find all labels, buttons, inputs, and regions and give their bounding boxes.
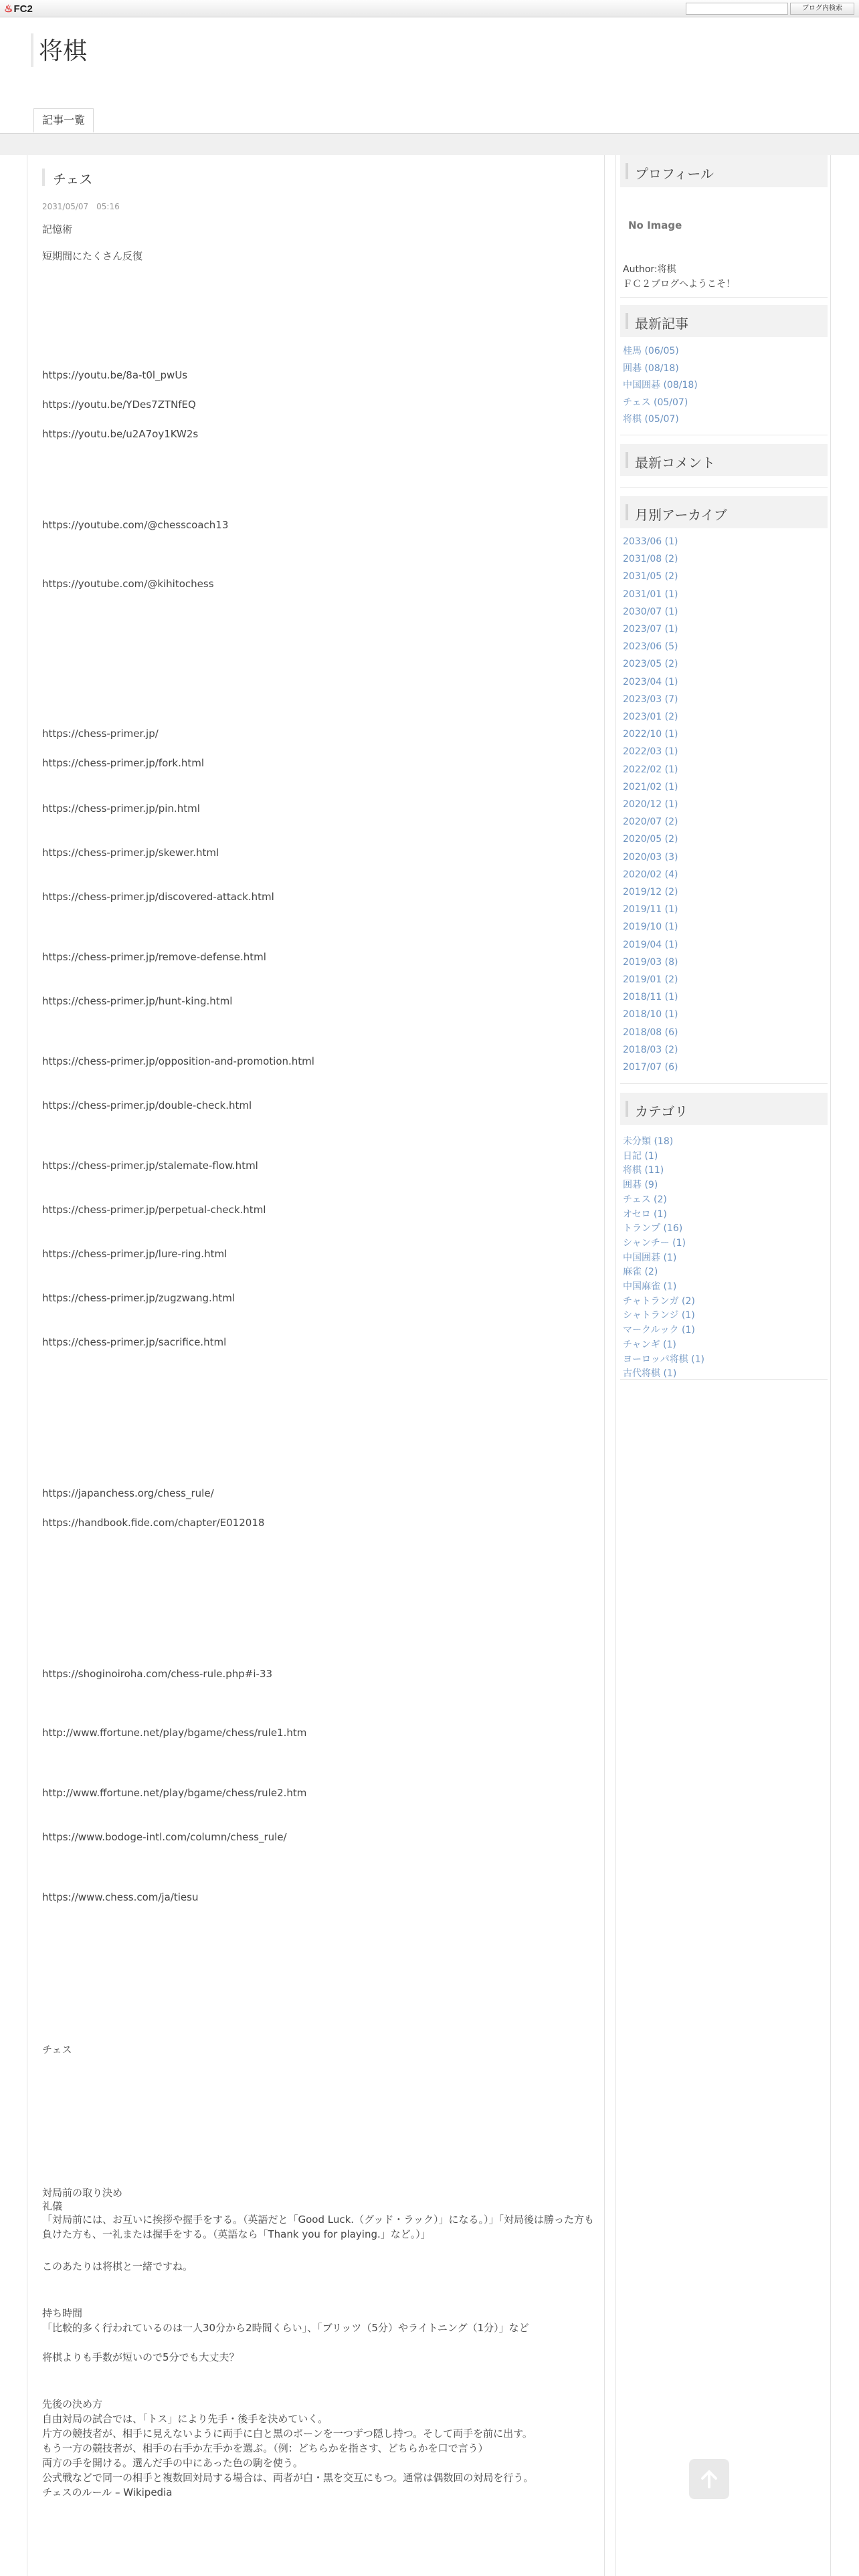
recent-comments-heading-text: 最新コメント	[635, 455, 715, 471]
entry-link[interactable]: https://japanchess.org/chess_rule/	[42, 1487, 214, 1499]
profile-heading	[620, 155, 828, 187]
categories-divider	[620, 1379, 828, 1380]
entry-link[interactable]: https://youtu.be/u2A7oy1KW2s	[42, 428, 199, 440]
category-link[interactable]: シャンチー (1)	[623, 1237, 686, 1249]
entry-paragraph: 公式戦などで同一の相手と複数回対局する場合は、両者が白・黒を交互にもつ。通常は偶数回の対局を行う。	[42, 2472, 534, 2484]
heading-accent	[626, 313, 628, 329]
category-link[interactable]: 中国麻雀 (1)	[623, 1281, 677, 1292]
entry-paragraph: 両方の手を開ける。選んだ手の中にあった色の駒を使う。	[42, 2457, 303, 2469]
archive-link[interactable]: 2021/02 (1)	[623, 781, 678, 792]
entry-paragraph: もう一方の競技者が、相手の右手か左手かを選ぶ。（例：どちらかを指さす、どちらかを口で言う）	[42, 2442, 488, 2454]
archive-link[interactable]: 2019/12 (2)	[623, 887, 678, 897]
archive-link[interactable]: 2020/07 (2)	[623, 817, 678, 828]
recent-post-link[interactable]: 将棋 (05/07)	[623, 414, 679, 425]
category-link[interactable]: 古代将棋 (1)	[623, 1368, 677, 1380]
archive-link[interactable]: 2023/07 (1)	[623, 624, 678, 635]
entry-paragraph: 持ち時間	[42, 2307, 83, 2319]
archive-link[interactable]: 2022/10 (1)	[623, 729, 678, 740]
entry-link[interactable]: http://www.ffortune.net/play/bgame/chess/rule2.htm	[42, 1787, 307, 1799]
categories-heading-text: カテゴリ	[635, 1103, 688, 1119]
category-link[interactable]: 未分類 (18)	[623, 1136, 674, 1147]
category-link[interactable]: オセロ (1)	[623, 1208, 667, 1220]
sidebar	[615, 155, 831, 2576]
archive-link[interactable]: 2020/12 (1)	[623, 799, 678, 810]
entry-paragraph: 自由対局の試合では、「トス」により先手・後手を決めていく。	[42, 2413, 328, 2425]
entry-date: 2031/05/07 05:16	[42, 202, 120, 211]
category-link[interactable]: 中国囲碁 (1)	[623, 1252, 677, 1263]
archive-link[interactable]: 2017/07 (6)	[623, 1062, 678, 1073]
archive-link[interactable]: 2031/05 (2)	[623, 571, 678, 582]
archive-link[interactable]: 2018/11 (1)	[623, 992, 678, 1003]
archive-link[interactable]: 2019/10 (1)	[623, 922, 678, 933]
category-link[interactable]: チャトランガ (2)	[623, 1295, 695, 1307]
entry-link[interactable]: https://chess-primer.jp/lure-ring.html	[42, 1248, 227, 1260]
entry-paragraph: 「比較的多く行われているのは一人30分から2時間くらい」、「ブリッツ（5分）やライトニング（1分）」など	[42, 2322, 529, 2334]
category-link[interactable]: ヨーロッパ将棋 (1)	[623, 1354, 705, 1365]
category-link[interactable]: 日記 (1)	[623, 1150, 658, 1162]
entry-paragraph: 先後の決め方	[42, 2398, 103, 2410]
entry-link[interactable]: https://youtube.com/@chesscoach13	[42, 519, 229, 531]
entry-link[interactable]: https://youtu.be/8a-t0l_pwUs	[42, 369, 188, 381]
entry-link[interactable]: https://youtube.com/@kihitochess	[42, 578, 214, 590]
archive-link[interactable]: 2023/06 (5)	[623, 641, 678, 653]
arrow-up-icon	[699, 2469, 719, 2489]
recent-post-link[interactable]: 囲碁 (08/18)	[623, 362, 679, 374]
archive-link[interactable]: 2023/04 (1)	[623, 676, 678, 687]
entry-link[interactable]: https://www.bodoge-intl.com/column/chess_rule/	[42, 1831, 287, 1843]
entry-link[interactable]: https://shoginoiroha.com/chess-rule.php#i-33	[42, 1668, 273, 1680]
heading-accent	[626, 504, 628, 520]
entry-link[interactable]: https://chess-primer.jp/opposition-and-promotion.html	[42, 1055, 314, 1067]
archive-link[interactable]: 2023/03 (7)	[623, 693, 678, 705]
recent-comments-heading	[620, 444, 828, 476]
page-top-button[interactable]	[689, 2459, 729, 2499]
archive-link[interactable]: 2022/02 (1)	[623, 764, 678, 775]
blog-header	[0, 17, 859, 134]
entry-link[interactable]: https://chess-primer.jp/stalemate-flow.html	[42, 1160, 258, 1172]
entry-link[interactable]: https://chess-primer.jp/discovered-attack.html	[42, 891, 274, 903]
blog-title[interactable]: 将棋	[39, 37, 88, 65]
entry-link[interactable]: https://chess-primer.jp/double-check.html	[42, 1099, 252, 1111]
nav-tab-article-list[interactable]: 記事一覧	[33, 108, 94, 132]
profile-author: Author:将棋	[623, 264, 676, 275]
category-link[interactable]: 将棋 (11)	[623, 1165, 664, 1176]
entry-link[interactable]: https://chess-primer.jp/fork.html	[42, 757, 205, 769]
header-divider-strip	[0, 134, 859, 155]
entry-paragraph: このあたりは将棋と一緒ですね。	[42, 2260, 193, 2272]
fc2-toolbar	[0, 0, 859, 17]
recent-comments-divider	[620, 487, 828, 488]
archive-link[interactable]: 2023/01 (2)	[623, 712, 678, 722]
main-content	[27, 155, 605, 2576]
heading-accent	[626, 163, 628, 179]
archive-link[interactable]: 2020/02 (4)	[623, 869, 678, 880]
entry-paragraph: 「対局前には、お互いに挨拶や握手をする。（英語だと「Good Luck.（グッド・ラック）」になる。）」「対局後は勝った方も負けた方も、一礼または握手をする。（英語なら「Thank you for playing.」など。）」	[42, 2214, 595, 2240]
category-link[interactable]: シャトランジ (1)	[623, 1310, 695, 1321]
entry-paragraph: 礼儀	[42, 2200, 63, 2212]
archive-link[interactable]: 2031/01 (1)	[623, 588, 678, 600]
archive-link[interactable]: 2018/08 (6)	[623, 1027, 678, 1038]
entry-link[interactable]: https://chess-primer.jp/pin.html	[42, 802, 200, 815]
entry-title[interactable]: チェス	[53, 171, 93, 187]
profile-no-image: No Image	[628, 219, 682, 231]
recent-post-link[interactable]: 桂馬 (06/05)	[623, 346, 679, 356]
blog-search-button[interactable]: ブログ内検索	[790, 3, 854, 15]
recent-post-link[interactable]: 中国囲碁 (08/18)	[623, 380, 698, 391]
entry-link[interactable]: https://chess-primer.jp/sacrifice.html	[42, 1336, 227, 1348]
archive-link[interactable]: 2023/05 (2)	[623, 659, 678, 670]
entry-paragraph: チェス	[42, 2044, 72, 2056]
entry-paragraph: 対局前の取り決め	[42, 2187, 123, 2199]
archive-link[interactable]: 2018/10 (1)	[623, 1009, 678, 1021]
archive-link[interactable]: 2033/06 (1)	[623, 536, 678, 547]
categories-heading	[620, 1093, 828, 1125]
entry-link[interactable]: https://chess-primer.jp/hunt-king.html	[42, 995, 233, 1007]
blog-search-input[interactable]	[686, 3, 788, 15]
entry-link[interactable]: https://chess-primer.jp/skewer.html	[42, 847, 219, 859]
archives-heading-text: 月別アーカイブ	[635, 507, 727, 523]
category-link[interactable]: チャンギ (1)	[623, 1339, 676, 1350]
category-link[interactable]: チェス (2)	[623, 1194, 667, 1205]
entry-paragraph: 将棋よりも手数が短いので5分でも大丈夫？	[42, 2351, 240, 2363]
profile-heading-text: プロフィール	[635, 166, 714, 182]
entry-link[interactable]: https://www.chess.com/ja/tiesu	[42, 1891, 199, 1903]
entry-link[interactable]: https://chess-primer.jp/perpetual-check.html	[42, 1204, 266, 1216]
category-link[interactable]: トランプ (16)	[623, 1223, 683, 1235]
archive-link[interactable]: 2020/05 (2)	[623, 834, 678, 845]
fc2-logo[interactable]	[4, 3, 33, 15]
entry-link[interactable]: https://handbook.fide.com/chapter/E012018	[42, 1517, 265, 1529]
recent-posts-heading-text: 最新記事	[635, 316, 688, 332]
recent-posts-heading	[620, 305, 828, 337]
fc2-logo-text: FC2	[13, 3, 33, 15]
archives-divider	[620, 1083, 828, 1084]
recent-post-link[interactable]: チェス (05/07)	[623, 397, 688, 408]
entry-paragraph: 片方の競技者が、相手に見えないように両手に白と黒のポーンを一つずつ隠し持つ。そして両手を前に出す。	[42, 2428, 533, 2440]
archive-link[interactable]: 2019/03 (8)	[623, 956, 678, 968]
entry-link[interactable]: http://www.ffortune.net/play/bgame/chess/rule1.htm	[42, 1727, 307, 1739]
archive-link[interactable]: 2022/03 (1)	[623, 746, 678, 758]
heading-accent	[626, 452, 628, 468]
archive-link[interactable]: 2019/11 (1)	[623, 904, 678, 916]
category-link[interactable]: 囲碁 (9)	[623, 1180, 658, 1191]
profile-divider	[620, 297, 828, 298]
entry-paragraph: 記憶術	[42, 223, 73, 235]
category-link[interactable]: 麻雀 (2)	[623, 1267, 658, 1278]
entry-link[interactable]: https://chess-primer.jp/	[42, 728, 159, 740]
category-link[interactable]: マークルック (1)	[623, 1325, 695, 1336]
fc2-flame-icon: ♨	[4, 3, 13, 15]
title-accent-bar	[31, 33, 33, 67]
archive-link[interactable]: 2020/03 (3)	[623, 851, 678, 863]
entry-link[interactable]: https://youtu.be/YDes7ZTNfEQ	[42, 399, 196, 411]
entry-title-accent	[42, 169, 45, 186]
archive-link[interactable]: 2019/04 (1)	[623, 939, 678, 950]
entry-paragraph: 短期間にたくさん反復	[42, 250, 143, 262]
entry-paragraph: チェスのルール – Wikipedia	[42, 2486, 173, 2498]
profile-greeting: ＦＣ２ブログへようこそ！	[623, 279, 735, 290]
archive-link[interactable]: 2031/08 (2)	[623, 554, 678, 565]
archive-link[interactable]: 2019/01 (2)	[623, 974, 678, 985]
archive-link[interactable]: 2018/03 (2)	[623, 1044, 678, 1055]
archive-link[interactable]: 2030/07 (1)	[623, 606, 678, 617]
entry-link[interactable]: https://chess-primer.jp/zugzwang.html	[42, 1292, 235, 1304]
heading-accent	[626, 1101, 628, 1117]
entry-link[interactable]: https://chess-primer.jp/remove-defense.html	[42, 951, 266, 963]
archives-heading	[620, 496, 828, 528]
